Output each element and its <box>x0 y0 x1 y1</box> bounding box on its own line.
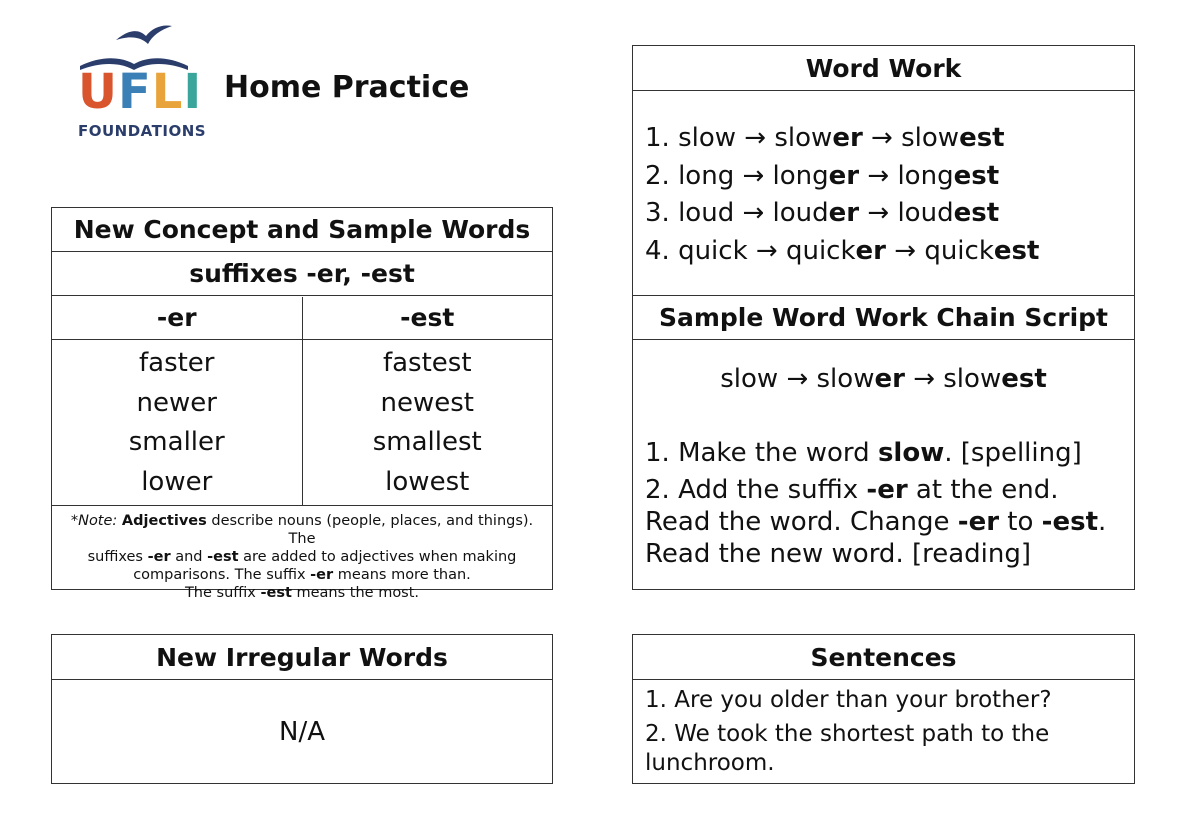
list-item: 4. quick → quicker → quickest <box>645 235 1040 266</box>
page-title: Home Practice <box>224 70 470 105</box>
logo-letter: I <box>183 64 203 120</box>
er-column-header: -er <box>156 302 197 332</box>
script-step-2: 2. Add the suffix -er at the end. <box>645 475 1059 505</box>
concept-title: New Concept and Sample Words <box>52 208 552 252</box>
word-work-box <box>632 45 1135 590</box>
concept-subtitle: suffixes -er, -est <box>52 252 552 296</box>
adjectives-note <box>52 506 552 602</box>
concept-box <box>51 207 553 601</box>
irregular-words-box <box>51 634 553 784</box>
column-headers <box>52 296 552 340</box>
ufli-logo <box>76 22 207 144</box>
note-bold: -est <box>260 585 292 601</box>
list-item: lowest <box>385 466 470 497</box>
sentences-list <box>633 680 1134 778</box>
logo-letter: L <box>151 64 184 120</box>
note-bold: -er <box>147 549 171 565</box>
note-text: suffixes <box>87 549 148 565</box>
note-label: *Note: <box>70 513 122 529</box>
list-item: newest <box>380 387 474 418</box>
script-step-2b: Read the word. Change -er to -est. <box>645 507 1107 537</box>
list-item: smaller <box>128 427 225 457</box>
word-work-list <box>633 91 1134 296</box>
list-item: 2. long → longer → longest <box>645 160 1000 191</box>
script-step-2c: Read the new word. [reading] <box>645 539 1032 569</box>
est-column-header: -est <box>302 297 553 339</box>
note-text: comparisons. The suffix <box>133 567 311 583</box>
list-item: lower <box>141 466 213 497</box>
script-body <box>633 362 1134 570</box>
irregular-words-title: New Irregular Words <box>52 635 552 680</box>
script-title: Sample Word Work Chain Script <box>633 296 1134 340</box>
list-item: 1. Are you older than your brother? <box>645 687 1052 713</box>
list-item: newer <box>136 387 217 418</box>
list-item: 2. We took the shortest path to the lunchroom. <box>645 721 1050 776</box>
logo-letter: U <box>78 64 118 120</box>
logo-letter: F <box>117 64 152 120</box>
list-item: smallest <box>372 427 482 457</box>
chain-line: slow → slower → slowest <box>720 364 1047 394</box>
note-text: means the most. <box>291 585 420 601</box>
list-item: 3. loud → louder → loudest <box>645 198 1000 228</box>
logo-subtitle: FOUNDATIONS <box>78 122 207 140</box>
list-item: fastest <box>382 348 472 378</box>
sentences-title: Sentences <box>633 635 1134 680</box>
logo-letters <box>78 66 202 118</box>
note-text: describe nouns (people, places, and things). The <box>206 513 534 547</box>
er-words <box>52 340 302 505</box>
word-work-title: Word Work <box>633 46 1134 91</box>
note-text: are added to adjectives when making <box>238 549 517 565</box>
list-item: 1. slow → slower → slowest <box>645 123 1005 153</box>
est-words <box>302 340 553 505</box>
script-step-1: 1. Make the word slow. [spelling] <box>645 438 1082 468</box>
note-bold: -est <box>207 549 239 565</box>
note-bold: Adjectives <box>121 513 207 529</box>
note-bold: -er <box>310 567 334 583</box>
note-text: The suffix <box>184 585 261 601</box>
list-item: faster <box>138 348 215 378</box>
irregular-words-value: N/A <box>279 716 325 747</box>
note-text: and <box>170 549 208 565</box>
sentences-box <box>632 634 1135 784</box>
sample-words <box>52 340 552 506</box>
note-text: means more than. <box>333 567 471 583</box>
